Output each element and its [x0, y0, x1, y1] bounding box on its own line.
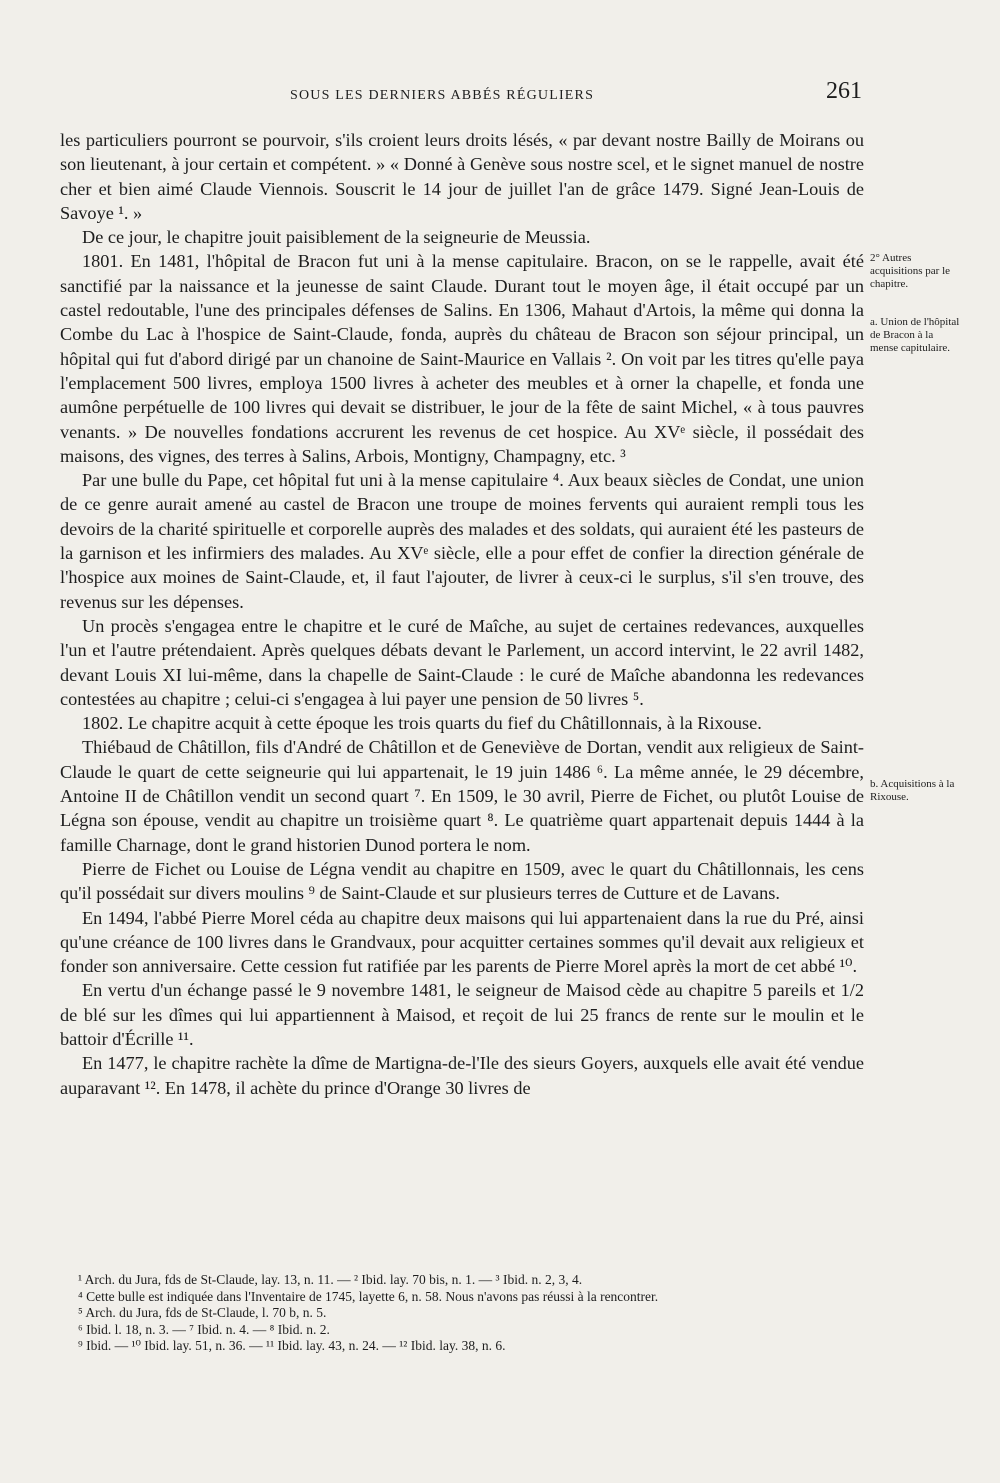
footnote: ⁵ Arch. du Jura, fds de St-Claude, l. 70 b, n. 5. [78, 1305, 327, 1320]
footnote: ⁴ Cette bulle est indiquée dans l'Inventaire de 1745, layette 6, n. 58. Nous n'avons pas réussi à la rencontrer. [78, 1288, 659, 1304]
footnotes [60, 1272, 864, 1355]
paragraph: les particuliers pourront se pourvoir, s'ils croient leurs droits lésés, « par devant nostre Bailly de Moirans ou son lieutenant, à jour certain et compétent. » « Donné à Genève sous nostre scel, et le signet manuel de nostre cher et bien aimé Claude Viennois. Souscrit le 14 jour de juillet l'an de grâce 1479. Signé Jean-Louis de Savoye ¹. » [60, 130, 864, 223]
paragraph: En 1494, l'abbé Pierre Morel céda au chapitre deux maisons qui lui appartenaient dans la rue du Pré, ainsi qu'une créance de 100 livres dans le Grandvaux, pour acquitter certaines sommes qu'il devait aux religieux et fonder son anniversaire. Cette cession fut ratifiée par les parents de Pierre Morel après la mort de cet abbé ¹⁰. [60, 907, 864, 977]
page-number: 261 [826, 78, 862, 104]
paragraph: Par une bulle du Pape, cet hôpital fut uni à la mense capitulaire ⁴. Aux beaux siècles de Condat, une union de ce genre aurait amené au castel de Bracon une troupe de moines fervents qui auraient rempli tous les devoirs de la charité spirituelle et corporelle auprès des malades et des soldats, qui auraient été les pasteurs de la garnison et les infirmiers des malades. Au XVᵉ siècle, elle a pour effet de confier la direction générale de l'hospice aux moines de Saint-Claude, et, il faut l'ajouter, de livrer à ceux-ci le surplus, s'il s'en trouve, des revenus sur les dépenses. [60, 470, 864, 612]
paragraph: De ce jour, le chapitre jouit paisiblement de la seigneurie de Meussia. [82, 227, 591, 248]
margin-note-union-hopital: a. Union de l'hôpital de Bracon à la mense capitulaire. [870, 316, 960, 354]
paragraph: 1802. Le chapitre acquit à cette époque les trois quarts du fief du Châtillonnais, à la Rixouse. [82, 713, 762, 734]
body-text [60, 128, 864, 1100]
paragraph: 1801. En 1481, l'hôpital de Bracon fut uni à la mense capitulaire. Bracon, on se le rappelle, avait été sanctifié par la naissance et la jeunesse de saint Claude. Durant tout le moyen âge, il était occupé par un castel redoutable, l'une des principales défenses de Salins. En 1306, Mahaut d'Artois, la même qui donna la Combe du Lac à l'hospice de Saint-Claude, fonda, auprès du château de Bracon son séjour principal, un hôpital qui fut d'abord dirigé par un chanoine de Saint-Maurice en Vallais ². On voit par les titres qu'elle paya l'emplacement 500 livres, employa 1500 livres à acheter des meubles et à orner la chapelle, et fonda une aumône perpétuelle de 100 livres qui devait se distribuer, le jour de la fête de saint Michel, « à tous pauvres venants. » De nouvelles fondations accrurent les revenus de cet hospice. Au XVᵉ siècle, il possédait des maisons, des vignes, des terres à Salins, Arbois, Montigny, Champagny, etc. ³ [60, 251, 864, 466]
paragraph: En 1477, le chapitre rachète la dîme de Martigna-de-l'Ile des sieurs Goyers, auxquels elle avait été vendue auparavant ¹². En 1478, il achète du prince d'Orange 30 livres de [60, 1053, 864, 1098]
footnote: ⁶ Ibid. l. 18, n. 3. — ⁷ Ibid. n. 4. — ⁸ Ibid. n. 2. [78, 1321, 330, 1337]
footnote: ¹ Arch. du Jura, fds de St-Claude, lay. 13, n. 11. — ² Ibid. lay. 70 bis, n. 1. — ³ Ibid. n. 2, 3, 4. [78, 1272, 583, 1287]
paragraph: Pierre de Fichet ou Louise de Légna vendit au chapitre en 1509, avec le quart du Châtillonnais, les cens qu'il possédait sur divers moulins ⁹ de Saint-Claude et sur plusieurs terres de Cutture et de Lavans. [60, 858, 864, 904]
paragraph: En vertu d'un échange passé le 9 novembre 1481, le seigneur de Maisod cède au chapitre 5 pareils et 1/2 de blé sur les dîmes qui lui appartiennent à Maisod, et reçoit de lui 25 francs de rente sur le moulin et le battoir d'Écrille ¹¹. [60, 980, 864, 1049]
footnote: ⁹ Ibid. — ¹⁰ Ibid. lay. 51, n. 36. — ¹¹ Ibid. lay. 43, n. 24. — ¹² Ibid. lay. 38, n. 6. [78, 1338, 506, 1353]
margin-note-autres-acquisitions: 2° Autres acquisitions par le chapitre. [870, 252, 951, 290]
paragraph: Un procès s'engagea entre le chapitre et le curé de Maîche, au sujet de certaines redevances, auxquelles l'un et l'autre prétendaient. Après quelques débats devant le Parlement, un accord intervint, le 22 avril 1482, devant Louis XI lui-même, dans la chapelle de Saint-Claude : le curé de Maîche abandonna les redevances contestées au chapitre ; celui-ci s'engagea à lui payer une pension de 50 livres ⁵. [60, 615, 864, 709]
running-title: SOUS LES DERNIERS ABBÉS RÉGULIERS [290, 88, 595, 103]
margin-note-acquisitions-rixouse: b. Acquisitions à la Rixouse. [870, 778, 955, 803]
paragraph: Thiébaud de Châtillon, fils d'André de Châtillon et de Geneviève de Dortan, vendit aux religieux de Saint-Claude le quart de cette seigneurie qui lui appartenait, le 19 juin 1486 ⁶. La même année, le 29 décembre, Antoine II de Châtillon vendit un second quart ⁷. En 1509, le 30 avril, Pierre de Fichet, ou plutôt Louise de Légna son épouse, vendit au chapitre un troisième quart ⁸. Le quatrième quart appartenait depuis 1444 à la famille Charnage, dont le grand historien Dunod portera le nom. [60, 737, 864, 855]
